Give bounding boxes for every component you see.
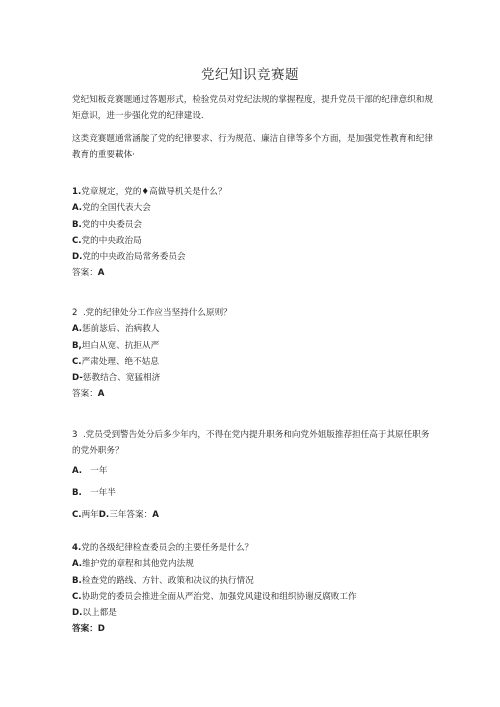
option-cd-answer-line: C.两年D.三年答案：A [72, 510, 159, 521]
option-b: B. 一年半 [72, 487, 116, 498]
option-c: C.党的中央政治局 [72, 235, 142, 246]
answer-line: 答案：A [72, 268, 105, 279]
option-c: C.严肃处理、绝不姑息 [72, 356, 159, 367]
question-stem: 3 .党员受到警告处分后多少年内，不得在党内提升职务和向党外姐版推荐担任高于其原任职务的党外职务？ [72, 430, 430, 457]
option-d: D.以上都是 [72, 608, 117, 619]
question-stem: 4.党的各级纪律检查委员会的主要任务是什么？ [72, 543, 254, 553]
question-2 [72, 305, 434, 403]
option-d: D-惩教结合、宽猛相济 [72, 373, 161, 384]
answer-line: 答案：A [72, 389, 105, 400]
page-title: 党纪知识竞赛题 [201, 67, 299, 83]
question-4 [72, 540, 434, 638]
question-3 [72, 427, 434, 523]
intro-paragraph-2: 这类竞赛题通常涵靛了党的纪律要求、行为规范、廉洁自律等多个方面，是加强党性教育和纪律教育的重要載体· [72, 134, 433, 160]
option-d: D.党的中央政治局常务委员会 [72, 252, 186, 263]
option-a: A.维护党的章程和其他党内法规 [72, 559, 194, 570]
option-b: B.检查党的路线、方针、政策和决议的执行情况 [72, 575, 254, 586]
option-a: A.党的全国代表大会 [72, 203, 151, 214]
intro-paragraph-1: 党纪知板竞赛题通过答题形式，检验党员对党纪法规的掌握程度，提升党员干部的纪律意织和规矩意识，进一步强化党的纪律建设. [72, 95, 433, 121]
question-stem: 2 .党的纪律处分工作应当坚持什么原则？ [72, 308, 232, 318]
answer-line: 答案：D [72, 624, 105, 635]
question-stem: 1.党章规定，党的♦高做导机关是什么？ [72, 187, 227, 197]
question-1 [72, 184, 434, 282]
option-a: A. 一年 [72, 465, 108, 476]
option-a: A.惩前毖后、治病救人 [72, 324, 160, 335]
option-c: C.协助党的委员会推进全面从严治党、加强党风建设和组织协谢反腐败工作 [72, 591, 357, 602]
option-b: B,坦白从宽、抗拒从严 [72, 340, 160, 351]
option-b: B.党的中央委员会 [72, 219, 142, 230]
